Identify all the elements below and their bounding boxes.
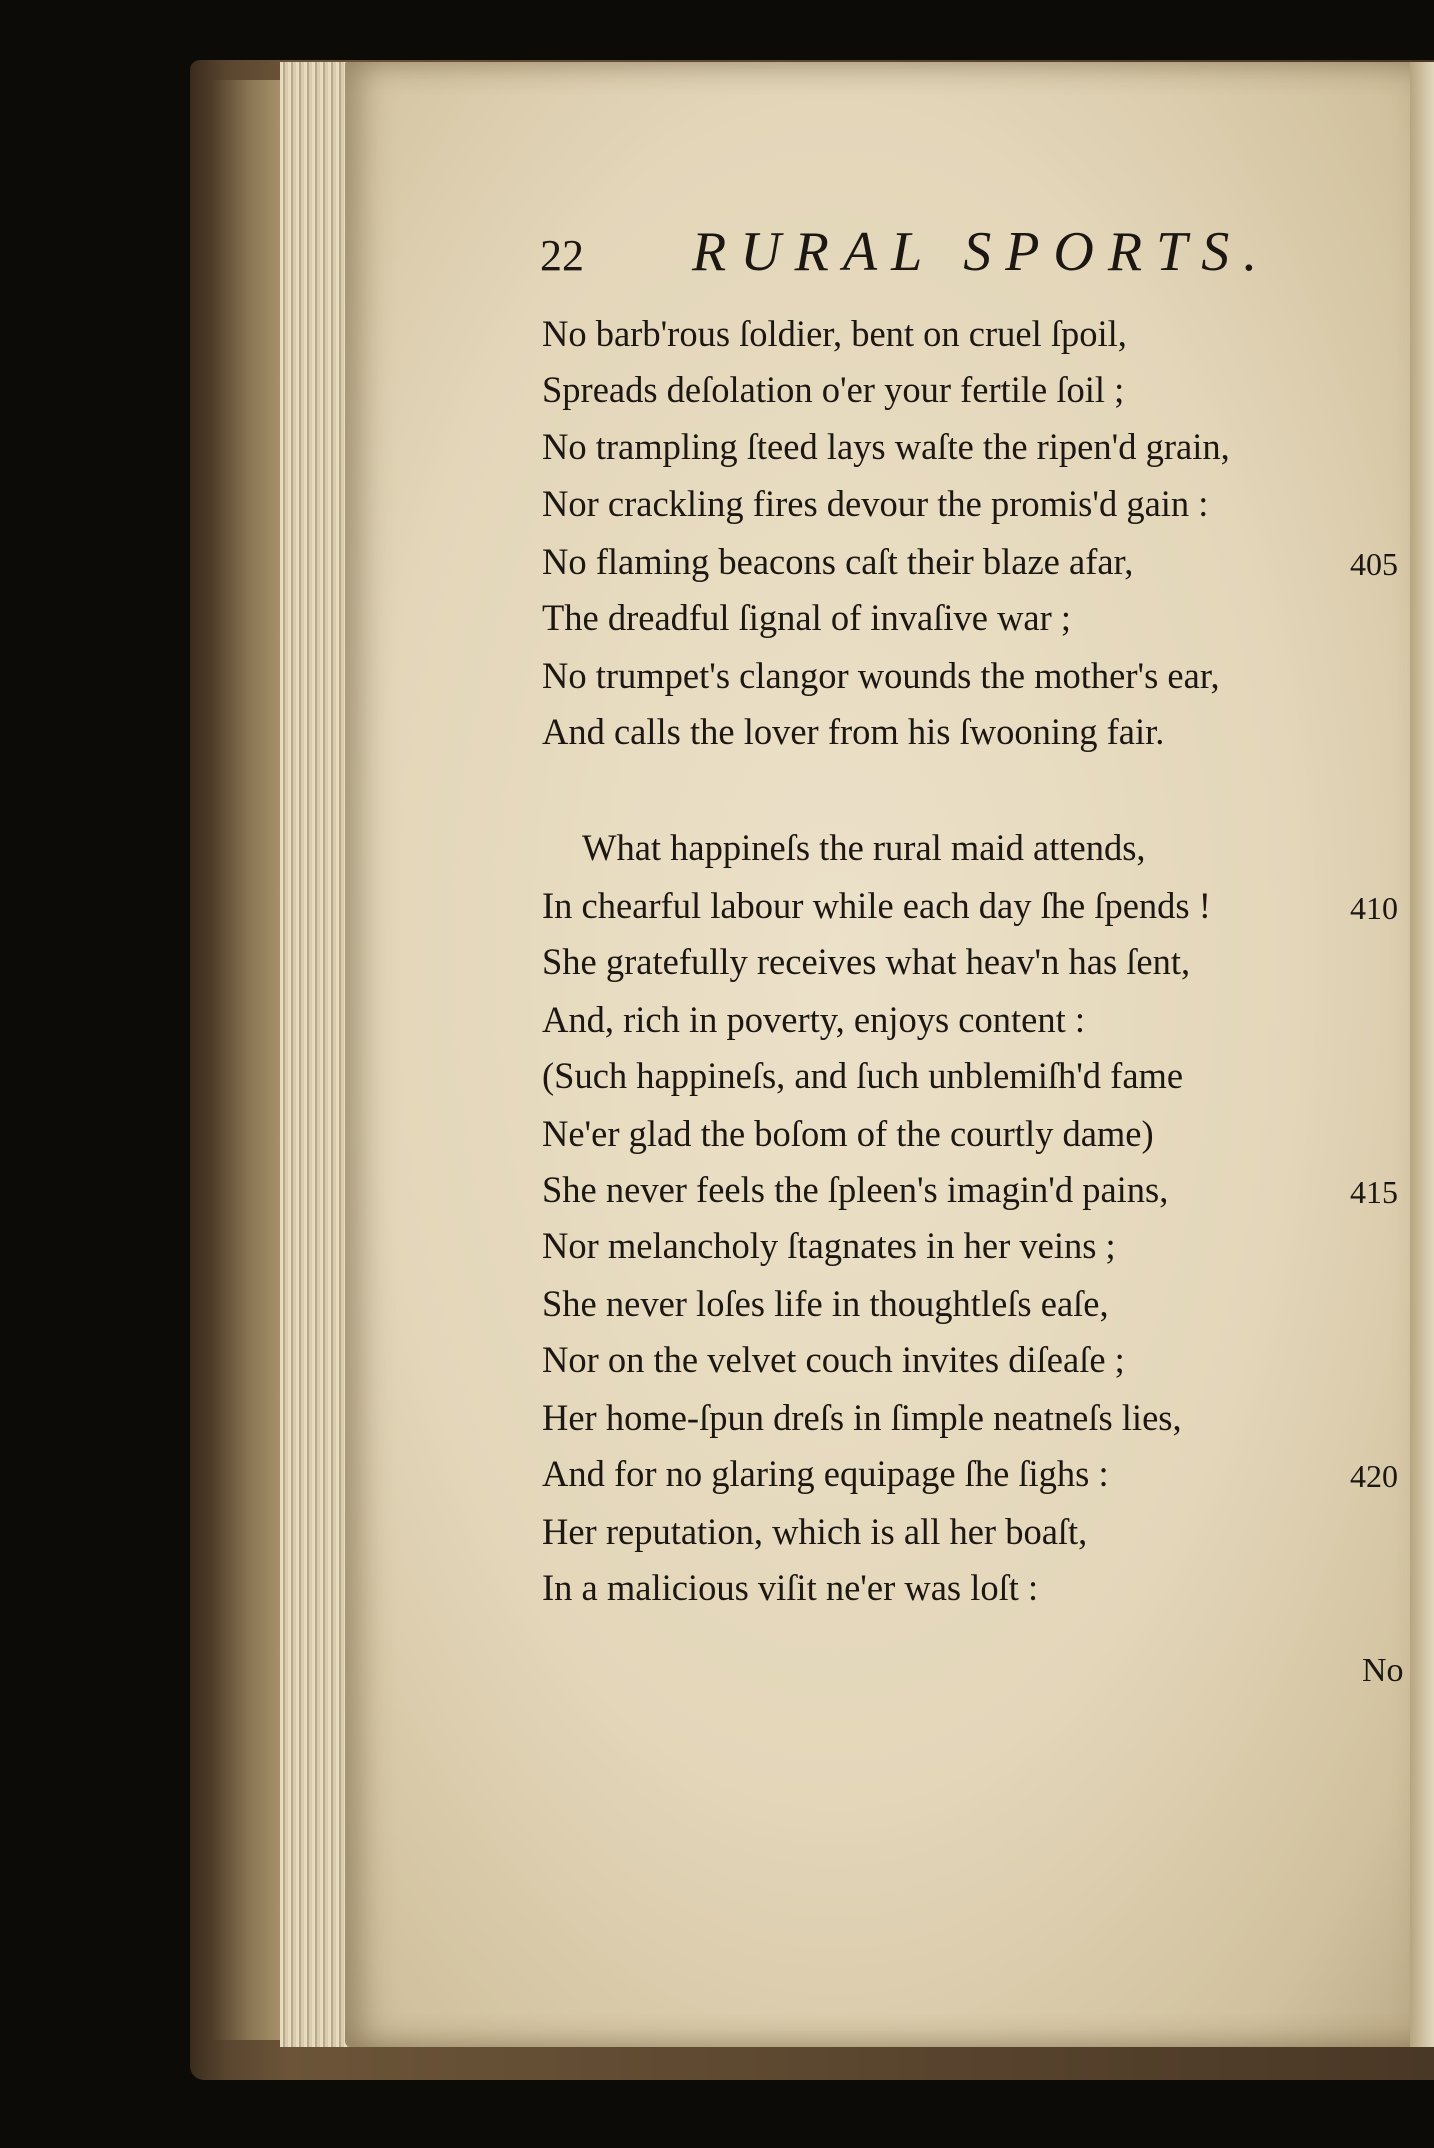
poem-line: Nor crackling fires devour the promis'd gain : <box>542 483 1209 524</box>
poem-line: She gratefully receives what heav'n has ſent, <box>542 941 1191 982</box>
poem-line: Her reputation, which is all her boaſt, <box>542 1511 1088 1552</box>
poem-line: In a malicious viſit ne'er was loſt : <box>542 1567 1039 1608</box>
catchword: No <box>1362 1652 1404 1689</box>
running-title: RURAL SPORTS. <box>692 221 1272 283</box>
line-number: 405 <box>1350 546 1398 582</box>
poem-line: No barb'rous ſoldier, bent on cruel ſpoil, <box>542 313 1127 354</box>
poem-line: And, rich in poverty, enjoys content : <box>542 999 1085 1040</box>
poem-line: And calls the lover from his ſwooning fair. <box>542 711 1165 752</box>
poem-line: And for no glaring equipage ſhe ſighs : <box>542 1453 1109 1494</box>
poem-line: Spreads deſolation o'er your fertile ſoil ; <box>542 369 1125 410</box>
poem-line: No trumpet's clangor wounds the mother's ear, <box>542 655 1220 696</box>
poem-line: Nor on the velvet couch invites diſeaſe ; <box>542 1339 1125 1380</box>
poem-line: She never loſes life in thoughtleſs eaſe, <box>542 1283 1109 1324</box>
poem-line: No trampling ſteed lays waſte the ripen'd grain, <box>542 426 1230 467</box>
poem-line: Ne'er glad the boſom of the courtly dame) <box>542 1113 1154 1154</box>
poem-line: She never feels the ſpleen's imagin'd pains, <box>542 1169 1169 1210</box>
poem-line: The dreadful ſignal of invaſive war ; <box>542 597 1072 638</box>
line-number: 415 <box>1350 1174 1398 1210</box>
poem-line: (Such happineſs, and ſuch unblemiſh'd fame <box>542 1055 1184 1096</box>
poem-line: Her home-ſpun dreſs in ſimple neatneſs lies, <box>542 1397 1182 1438</box>
poem-line: No flaming beacons caſt their blaze afar, <box>542 541 1134 582</box>
facing-page-edge <box>1410 62 1434 2047</box>
poem-line: In chearful labour while each day ſhe ſpends ! <box>542 885 1211 926</box>
line-number: 410 <box>1350 890 1398 926</box>
page-number: 22 <box>540 231 584 280</box>
poem-line: What happineſs the rural maid attends, <box>582 827 1146 868</box>
line-number: 420 <box>1350 1458 1398 1494</box>
poem-line: Nor melancholy ſtagnates in her veins ; <box>542 1225 1116 1266</box>
